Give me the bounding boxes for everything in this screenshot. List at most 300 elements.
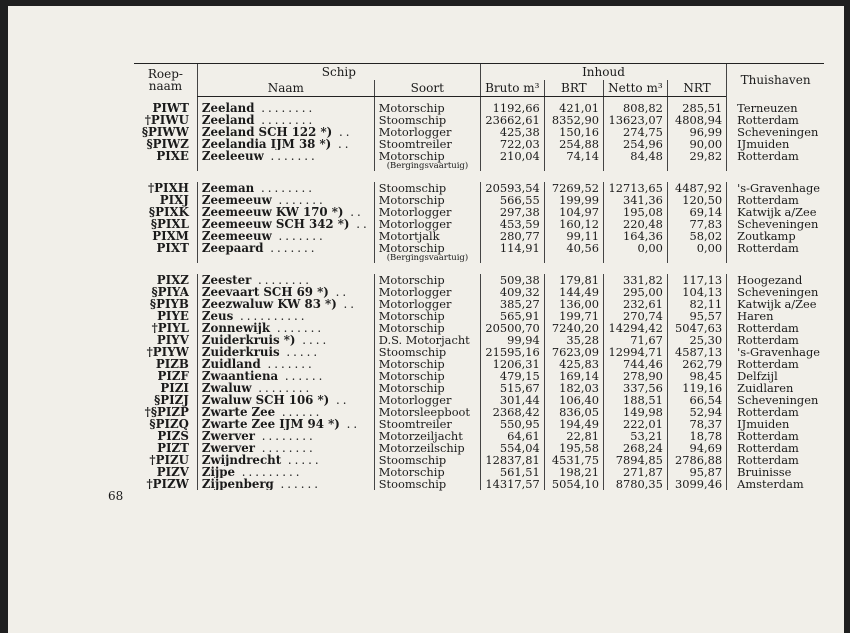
table-row: [134, 150, 824, 171]
leader-dots: ..: [328, 286, 350, 298]
nrt-value: 4808,94: [667, 114, 726, 126]
netto-value: 7894,85: [603, 454, 667, 466]
netto-value: 808,82: [603, 97, 667, 115]
call-sign: PIZI: [160, 381, 189, 395]
ship-name-cell: [197, 298, 374, 310]
ship-name: Zwerver: [201, 430, 255, 442]
leader-dots: ......: [275, 406, 323, 418]
ship-name-cell: [197, 418, 374, 430]
ship-type: Motorlogger: [378, 393, 452, 407]
brt-value: 106,40: [544, 394, 603, 406]
ship-name: Zeeland SCH 122 *): [201, 126, 333, 138]
ship-name-cell: [197, 346, 374, 358]
ship-type: Motorschip: [378, 273, 445, 287]
leader-dots: .....: [281, 454, 322, 466]
ship-name-cell: [197, 370, 374, 382]
ship-name: Zeeleeuw: [201, 150, 264, 163]
netto-value: 0,00: [603, 242, 667, 263]
call-sign: §PIYB: [149, 297, 189, 311]
ship-name-cell: [197, 114, 374, 126]
home-port: Rotterdam: [727, 442, 824, 454]
nrt-value: 66,54: [667, 394, 726, 406]
bruto-value: 297,38: [480, 206, 544, 218]
call-sign: PIXJ: [159, 193, 189, 207]
netto-value: 8780,35: [603, 478, 667, 490]
ship-type: Motorlogger: [378, 217, 452, 231]
home-port: Delfzijl: [727, 370, 824, 382]
netto-value: 188,51: [603, 394, 667, 406]
home-port: Terneuzen: [727, 97, 824, 115]
call-sign: §PIYA: [151, 285, 189, 299]
ship-type: Motorschip: [378, 321, 445, 335]
home-port: Rotterdam: [727, 114, 824, 126]
netto-value: 220,48: [603, 218, 667, 230]
call-sign: PIYE: [157, 309, 189, 323]
ship-name-cell: [197, 466, 374, 478]
ship-name-cell: [197, 230, 374, 242]
netto-value: 331,82: [603, 274, 667, 286]
header-soort: Soort: [374, 80, 480, 97]
ship-name: Zijpe: [201, 466, 235, 478]
home-port: Scheveningen: [727, 218, 824, 230]
call-sign: PIZF: [157, 369, 189, 383]
ship-name: Zwarte Zee: [201, 406, 276, 418]
ship-name: Zwaantiena: [201, 370, 279, 382]
call-sign: PIXE: [156, 149, 189, 163]
call-sign: §PIWZ: [146, 137, 189, 151]
bruto-value: 21595,16: [480, 346, 544, 358]
bruto-value: 561,51: [480, 466, 544, 478]
ship-name: Zeeland: [201, 114, 255, 126]
ship-name-cell: [197, 430, 374, 442]
ship-type: Stoomschip: [378, 345, 447, 359]
leader-dots: ......: [273, 478, 322, 490]
nrt-value: 95,87: [667, 466, 726, 478]
ship-type: Motorsleepboot: [378, 405, 470, 419]
ship-type: Motorlogger: [378, 297, 452, 311]
page-number: 68: [108, 489, 124, 503]
netto-value: 13623,07: [603, 114, 667, 126]
ship-name: Zwarte Zee IJM 94 *): [201, 418, 340, 430]
bruto-value: 565,91: [480, 310, 544, 322]
table-row: [134, 97, 824, 115]
call-sign: †PIYW: [146, 345, 189, 359]
leader-dots: ......: [278, 370, 326, 382]
netto-value: 744,46: [603, 358, 667, 370]
brt-value: 136,00: [544, 298, 603, 310]
ship-name-cell: [197, 97, 374, 115]
ship-type-cell: [374, 242, 480, 263]
ship-name-cell: [197, 182, 374, 194]
leader-dots: ..: [349, 218, 370, 230]
ship-name: Zeester: [201, 274, 252, 286]
header-roepnaam: Roep-naam: [134, 64, 197, 97]
ship-name: Zijpenberg: [201, 478, 274, 490]
bruto-value: 554,04: [480, 442, 544, 454]
call-sign: †PIYL: [151, 321, 189, 335]
leader-dots: ..........: [233, 310, 308, 322]
call-sign: §PIXL: [150, 217, 189, 231]
header-bruto: Bruto m³: [480, 80, 544, 97]
ship-name-cell: [197, 286, 374, 298]
ship-name-cell: [197, 358, 374, 370]
call-sign: †PIZU: [149, 453, 189, 467]
leader-dots: ........: [254, 101, 316, 114]
ship-type: Motorzeiljacht: [378, 429, 463, 443]
ship-name: Zwijndrecht: [201, 454, 282, 466]
home-port: IJmuiden: [727, 418, 824, 430]
leader-dots: .....: [279, 346, 321, 358]
nrt-value: 82,11: [667, 298, 726, 310]
call-sign: §PIWW: [141, 125, 189, 139]
brt-value: 7623,09: [544, 346, 603, 358]
call-sign: †PIZW: [146, 477, 189, 491]
ship-type: Motorschip: [378, 193, 445, 207]
nrt-value: 77,83: [667, 218, 726, 230]
brt-value: 5054,10: [544, 478, 603, 490]
ship-name: Zeeland: [201, 101, 255, 114]
nrt-value: 4487,92: [667, 182, 726, 194]
brt-value: 7240,20: [544, 322, 603, 334]
header-nrt: NRT: [667, 80, 726, 97]
bruto-value: 301,44: [480, 394, 544, 406]
ship-name: Zeelandia IJM 38 *): [201, 138, 332, 150]
call-sign: §PIZJ: [154, 393, 189, 407]
leader-dots: .......: [270, 322, 325, 334]
nrt-value: 98,45: [667, 370, 726, 382]
brt-value: 8352,90: [544, 114, 603, 126]
ship-type: Motorschip: [378, 357, 445, 371]
header-thuishaven: Thuishaven: [727, 64, 824, 97]
ship-type-cell: [374, 97, 480, 115]
bruto-value: 722,03: [480, 138, 544, 150]
call-sign: PIZV: [156, 465, 189, 479]
call-sign: §PIXK: [148, 205, 189, 219]
nrt-value: 96,99: [667, 126, 726, 138]
call-sign: †PIXH: [148, 181, 189, 195]
nrt-value: 262,79: [667, 358, 726, 370]
ship-type: Stoomschip: [378, 453, 447, 467]
home-port: 's-Gravenhage: [727, 346, 824, 358]
bruto-value: 385,27: [480, 298, 544, 310]
call-sign: PIXZ: [156, 273, 189, 287]
call-sign: †§PIZP: [144, 405, 189, 419]
ship-type: Stoomschip: [378, 113, 447, 127]
home-port: Zuidlaren: [727, 382, 824, 394]
ship-name: Zuidland: [201, 358, 261, 370]
brt-value: 182,03: [544, 382, 603, 394]
bruto-value: 210,04: [480, 150, 544, 171]
home-port: Rotterdam: [727, 454, 824, 466]
ship-type: Motorschip: [378, 381, 445, 395]
ship-name: Zeemeeuw KW 170 *): [201, 206, 344, 218]
home-port: Haren: [727, 310, 824, 322]
brt-value: 199,99: [544, 194, 603, 206]
ship-name-cell: [197, 138, 374, 150]
nrt-value: 5047,63: [667, 322, 726, 334]
bruto-value: 23662,61: [480, 114, 544, 126]
netto-value: 274,75: [603, 126, 667, 138]
header-inhoud: Inhoud: [480, 64, 726, 81]
call-sign: PIZT: [157, 441, 189, 455]
brt-value: 425,83: [544, 358, 603, 370]
brt-value: 254,88: [544, 138, 603, 150]
nrt-value: 69,14: [667, 206, 726, 218]
ship-name: Zeemeeuw: [201, 230, 272, 242]
ship-name: Zonnewijk: [201, 322, 271, 334]
ship-name-cell: [197, 478, 374, 490]
ship-type: Motorschip: [378, 101, 445, 115]
ship-type: Stoomschip: [378, 477, 447, 491]
leader-dots: .......: [263, 242, 318, 255]
call-sign: §PIZQ: [149, 417, 189, 431]
bruto-value: 425,38: [480, 126, 544, 138]
ship-name-cell: [197, 382, 374, 394]
netto-value: 149,98: [603, 406, 667, 418]
leader-dots: ........: [254, 114, 316, 126]
ship-name-cell: [197, 242, 374, 263]
nrt-value: 0,00: [667, 242, 726, 263]
brt-value: 7269,52: [544, 182, 603, 194]
ship-name-cell: [197, 206, 374, 218]
bruto-value: 20500,70: [480, 322, 544, 334]
ship-name-cell: [197, 218, 374, 230]
home-port: Zoutkamp: [727, 230, 824, 242]
leader-dots: .......: [271, 194, 326, 206]
ship-name: Zwaluw SCH 106 *): [201, 394, 330, 406]
ship-name-cell: [197, 126, 374, 138]
bruto-value: 509,38: [480, 274, 544, 286]
nrt-value: 18,78: [667, 430, 726, 442]
ship-name: Zuiderkruis *): [201, 334, 296, 346]
netto-value: 268,24: [603, 442, 667, 454]
ship-type: Motorschip: [378, 149, 445, 163]
home-port: Rotterdam: [727, 358, 824, 370]
ship-name-cell: [197, 322, 374, 334]
nrt-value: 95,57: [667, 310, 726, 322]
bruto-value: 550,95: [480, 418, 544, 430]
ship-name: Zeus: [201, 310, 234, 322]
leader-dots: ....: [295, 334, 330, 346]
nrt-value: 52,94: [667, 406, 726, 418]
netto-value: 53,21: [603, 430, 667, 442]
ship-type-cell: [374, 150, 480, 171]
nrt-value: 78,37: [667, 418, 726, 430]
nrt-value: 3099,46: [667, 478, 726, 490]
brt-value: 169,14: [544, 370, 603, 382]
nrt-value: 2786,88: [667, 454, 726, 466]
ship-name: Zwaluw: [201, 382, 252, 394]
bruto-value: 453,59: [480, 218, 544, 230]
netto-value: 164,36: [603, 230, 667, 242]
leader-dots: ........: [251, 382, 313, 394]
leader-dots: .......: [263, 150, 318, 163]
netto-value: 195,08: [603, 206, 667, 218]
ship-name: Zeepaard: [201, 242, 264, 255]
ship-type: Motorlogger: [378, 125, 452, 139]
netto-value: 14294,42: [603, 322, 667, 334]
brt-value: 99,11: [544, 230, 603, 242]
brt-value: 421,01: [544, 97, 603, 115]
bruto-value: 479,15: [480, 370, 544, 382]
netto-value: 341,36: [603, 194, 667, 206]
call-sign: PIYV: [156, 333, 189, 347]
leader-dots: ..: [336, 298, 358, 310]
header-netto: Netto m³: [603, 80, 667, 97]
leader-dots: ........: [254, 430, 316, 442]
nrt-value: 4587,13: [667, 346, 726, 358]
home-port: Rotterdam: [727, 430, 824, 442]
ship-name: Zwerver: [201, 442, 255, 454]
ship-name-cell: [197, 310, 374, 322]
brt-value: 194,49: [544, 418, 603, 430]
ship-name: Zeemeeuw SCH 342 *): [201, 218, 350, 230]
home-port: IJmuiden: [727, 138, 824, 150]
bruto-value: 2368,42: [480, 406, 544, 418]
netto-value: 12713,65: [603, 182, 667, 194]
leader-dots: .........: [235, 466, 303, 478]
netto-value: 84,48: [603, 150, 667, 171]
ship-type: D.S. Motorjacht: [378, 333, 470, 347]
brt-value: 199,71: [544, 310, 603, 322]
bruto-value: 12837,81: [480, 454, 544, 466]
bruto-value: 515,67: [480, 382, 544, 394]
brt-value: 144,49: [544, 286, 603, 298]
netto-value: 270,74: [603, 310, 667, 322]
home-port: 's-Gravenhage: [727, 182, 824, 194]
call-sign: PIXT: [156, 241, 189, 255]
call-sign: PIZS: [157, 429, 189, 443]
nrt-value: 120,50: [667, 194, 726, 206]
nrt-value: 117,13: [667, 274, 726, 286]
brt-value: 104,97: [544, 206, 603, 218]
nrt-value: 25,30: [667, 334, 726, 346]
bruto-value: 280,77: [480, 230, 544, 242]
netto-value: 271,87: [603, 466, 667, 478]
leader-dots: ..: [339, 418, 361, 430]
leader-dots: ..: [329, 394, 350, 406]
netto-value: 295,00: [603, 286, 667, 298]
call-sign: PIWT: [152, 100, 189, 115]
ship-name-cell: [197, 334, 374, 346]
brt-value: 74,14: [544, 150, 603, 171]
ship-type-note: (Bergingsvaartuig): [386, 161, 469, 171]
ship-name: Zeevaart SCH 69 *): [201, 286, 329, 298]
bruto-value: 1192,66: [480, 97, 544, 115]
netto-value: 337,56: [603, 382, 667, 394]
netto-value: 71,67: [603, 334, 667, 346]
leader-dots: ........: [254, 182, 315, 194]
ship-name: Zeemeeuw: [201, 194, 272, 206]
ship-name-cell: [197, 454, 374, 466]
ship-name-cell: [197, 194, 374, 206]
home-port: Scheveningen: [727, 394, 824, 406]
brt-value: 35,28: [544, 334, 603, 346]
bruto-value: 114,91: [480, 242, 544, 263]
home-port: Bruinisse: [727, 466, 824, 478]
brt-value: 22,81: [544, 430, 603, 442]
header-naam: Naam: [197, 80, 374, 97]
netto-value: 278,90: [603, 370, 667, 382]
home-port: Rotterdam: [727, 406, 824, 418]
netto-value: 12994,71: [603, 346, 667, 358]
nrt-value: 29,82: [667, 150, 726, 171]
ship-name-cell: [197, 406, 374, 418]
nrt-value: 104,13: [667, 286, 726, 298]
ship-type: Motorschip: [378, 309, 445, 323]
netto-value: 222,01: [603, 418, 667, 430]
table-body: [134, 97, 824, 491]
leader-dots: .......: [271, 230, 326, 242]
brt-value: 160,12: [544, 218, 603, 230]
nrt-value: 58,02: [667, 230, 726, 242]
leader-dots: ..: [331, 138, 352, 150]
call-sign: PIZB: [155, 357, 189, 371]
home-port: Amsterdam: [727, 478, 824, 490]
nrt-value: 285,51: [667, 97, 726, 115]
brt-value: 198,21: [544, 466, 603, 478]
leader-dots: ........: [254, 442, 316, 454]
header-schip: Schip: [197, 64, 480, 81]
ship-register-table: [134, 63, 824, 490]
home-port: Katwijk a/Zee: [727, 298, 824, 310]
bruto-value: 1206,31: [480, 358, 544, 370]
netto-value: 254,96: [603, 138, 667, 150]
home-port: Rotterdam: [727, 150, 824, 171]
home-port: Scheveningen: [727, 126, 824, 138]
nrt-value: 90,00: [667, 138, 726, 150]
home-port: Rotterdam: [727, 242, 824, 263]
bruto-value: 14317,57: [480, 478, 544, 490]
ship-name-cell: [197, 442, 374, 454]
header-brt: BRT: [544, 80, 603, 97]
leader-dots: ..: [332, 126, 353, 138]
ship-type: Stoomtreiler: [378, 417, 452, 431]
table-row: [134, 242, 824, 263]
table-row: [134, 478, 824, 490]
brt-value: 179,81: [544, 274, 603, 286]
leader-dots: .......: [260, 358, 315, 370]
ship-type: Stoomschip: [378, 181, 447, 195]
bruto-value: 20593,54: [480, 182, 544, 194]
ship-name-cell: [197, 394, 374, 406]
brt-value: 40,56: [544, 242, 603, 263]
brt-value: 150,16: [544, 126, 603, 138]
ship-type: Motorschip: [378, 241, 445, 255]
ship-type-note: (Bergingsvaartuig): [386, 253, 469, 263]
bruto-value: 99,94: [480, 334, 544, 346]
leader-dots: ........: [251, 274, 313, 286]
leader-dots: ..: [343, 206, 364, 218]
home-port: Scheveningen: [727, 286, 824, 298]
home-port: Katwijk a/Zee: [727, 206, 824, 218]
ship-type: Motortjalk: [378, 229, 440, 243]
bruto-value: 64,61: [480, 430, 544, 442]
brt-value: 4531,75: [544, 454, 603, 466]
nrt-value: 119,16: [667, 382, 726, 394]
brt-value: 195,58: [544, 442, 603, 454]
call-sign: PIXM: [152, 229, 189, 243]
ship-name: Zuiderkruis: [201, 346, 280, 358]
ship-type: Motorlogger: [378, 205, 452, 219]
brt-value: 836,05: [544, 406, 603, 418]
netto-value: 232,61: [603, 298, 667, 310]
ship-name: Zeezwaluw KW 83 *): [201, 298, 337, 310]
ship-name: Zeeman: [201, 182, 255, 194]
home-port: Rotterdam: [727, 322, 824, 334]
ship-type: Motorschip: [378, 465, 445, 479]
ship-name-cell: [197, 274, 374, 286]
